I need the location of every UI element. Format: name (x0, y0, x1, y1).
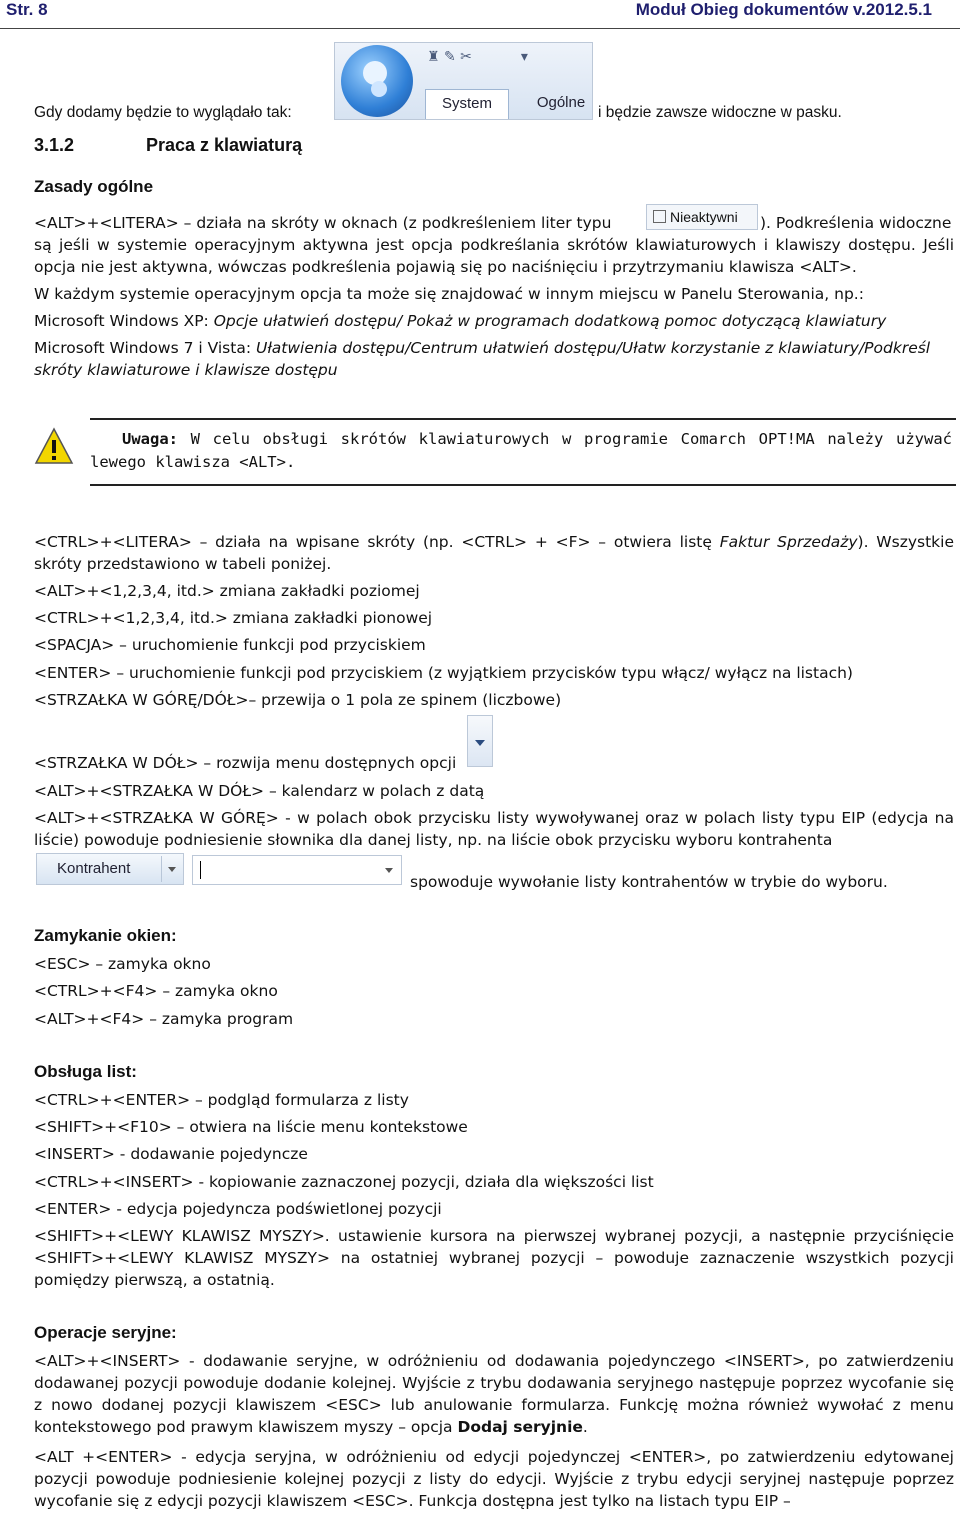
closing-item: <ALT>+<F4> – zamyka program (34, 1010, 294, 1028)
shortcut-line-2: <CTRL>+<1,2,3,4, itd.> zmiana zakładki pionowej (34, 609, 433, 627)
dropdown-arrow-icon (168, 867, 176, 872)
serial-heading: Operacje seryjne: (34, 1323, 177, 1342)
shortcut-line-8: <ALT>+<STRZAŁKA W GÓRĘ> - w polach obok przycisku listy wywoływanej oraz w polach listy typu EIP (edycja na liście) powoduje podniesienie słownika dla danej listy, np. na liście obok przycisku wyboru kontrahenta (34, 809, 954, 849)
ctrl-italic: Faktur Sprzedaży (719, 533, 858, 551)
header-divider (0, 28, 960, 29)
serial-p1-bold: Dodaj seryjnie (457, 1418, 583, 1436)
lists-heading: Obsługa list: (34, 1062, 137, 1081)
document-title: Moduł Obieg dokumentów v.2012.5.1 (635, 0, 932, 19)
note-label: Uwaga: (122, 430, 178, 448)
checkbox-label: Nieaktywni (670, 209, 738, 225)
note-body: W celu obsługi skrótów klawiaturowych w programie Comarch OPT!MA należy używać lewego klawisza <ALT>. (90, 430, 952, 471)
general-p2: W każdym systemie operacyjnym opcja ta może się znajdować w innym miejscu w Panelu Sterowania, np.: (34, 285, 864, 303)
ctrl-a: <CTRL>+<LITERA> – działa na wpisane skróty (np. <CTRL> + <F> – otwiera listę (34, 533, 720, 551)
section-title: Praca z klawiaturą (146, 135, 303, 155)
closing-heading: Zamykanie okien: (34, 926, 177, 945)
text-cursor (200, 861, 201, 879)
general-p1a: <ALT>+<LITERA> – działa na skróty w oknach (z podkreśleniem liter typu (34, 214, 612, 232)
lists-item: <SHIFT>+<F10> – otwiera na liście menu kontekstowe (34, 1118, 468, 1136)
tab-system[interactable]: System (425, 89, 509, 120)
app-logo-icon (341, 45, 413, 117)
note-text (90, 428, 952, 474)
shortcut-line-6: <STRZAŁKA W DÓŁ> – rozwija menu dostępnych opcji (34, 754, 457, 772)
warning-icon (34, 426, 74, 466)
xp-path (34, 310, 954, 332)
lists-item: <CTRL>+<ENTER> – podgląd formularza z listy (34, 1091, 409, 1109)
serial-p1-text: <ALT>+<INSERT> - dodawanie seryjne, w odróżnieniu od dodawania pojedynczego <INSERT>, po zatwierdzeniu dodawanej pozycji powoduje dodanie kolejnej. Wyjście z trybu dodawania seryjnego następuje poprzez wycofanie się z nowo dodanej pozycji klawiszem <ESC> lub anulowanie formularza. Funkcję można również wywołać z menu kontekstowego pod prawym klawiszem myszy – opcja (34, 1352, 954, 1436)
kontrahent-label: Kontrahent (57, 860, 131, 877)
serial-p1-end: . (582, 1418, 588, 1436)
intro-before: Gdy dodamy będzie to wyglądało tak: (34, 104, 292, 121)
shortcut-line-7: <ALT>+<STRZAŁKA W DÓŁ> – kalendarz w polach z datą (34, 782, 485, 800)
kontrahent-input[interactable] (192, 855, 402, 885)
page-number: Str. 8 (6, 0, 48, 19)
ctrl-b: ). Wszystkie skróty przedstawiono w tabeli poniżej. (34, 533, 954, 573)
dropdown-arrow-icon[interactable] (385, 868, 393, 873)
section-number: 3.1.2 (34, 135, 75, 155)
lists-item: <INSERT> - dodawanie pojedyncze (34, 1145, 308, 1163)
tab-ogolne[interactable]: Ogólne (536, 94, 586, 111)
w7-path-text: Ułatwienia dostępu/Centrum ułatwień dostępu/Ułatw korzystanie z klawiatury/Podkreśl skróty klawiaturowe i klawisze dostępu (34, 339, 931, 379)
shortcut-line-5: <STRZAŁKA W GÓRĘ/DÓŁ>– przewija o 1 pola ze spinem (liczbowe) (34, 691, 562, 709)
intro-after: i będzie zawsze widoczne w pasku. (598, 104, 842, 121)
shortcut-line-4: <ENTER> – uruchomienie funkcji pod przyciskiem (z wyjątkiem przycisków typu włącz/ wyłącz na listach) (34, 664, 853, 682)
lists-shift: <SHIFT>+<LEWY KLAWISZ MYSZY>. ustawienie kursora na pierwszej wybranej pozycji, a następnie przyciśnięcie <SHIFT>+<LEWY KLAWISZ MYSZY> na ostatniej wybranej pozycji – powoduje zaznaczenie wszystkich pozycji pomiędzy pierwszą, a ostatnią. (34, 1227, 954, 1289)
kontrahent-button[interactable] (36, 853, 184, 885)
general-heading: Zasady ogólne (34, 177, 154, 196)
serial-p2: <ALT +<ENTER> - edycja seryjna, w odróżnieniu od edycji pojedynczej <ENTER>, po zatwierdzeniu edytowanej pozycji powoduje podniesienie kolejnej pozycji z listy do edycji. Wyjście z trybu edycji seryjnej następuje poprzez wycofanie się z edycji pozycji klawiszem <ESC>. Funkcja dostępna jest tylko na listach typu EIP – (34, 1448, 954, 1510)
shortcut-line-8b: spowoduje wywołanie listy kontrahentów w trybie do wyboru. (410, 873, 888, 891)
closing-item: <CTRL>+<F4> – zamyka okno (34, 982, 278, 1000)
lists-item: <ENTER> - edycja pojedyncza podświetlonej pozycji (34, 1200, 442, 1218)
shortcut-line-1: <ALT>+<1,2,3,4, itd.> zmiana zakładki poziomej (34, 582, 420, 600)
xp-prefix: Microsoft Windows XP: (34, 312, 214, 330)
general-p1b: ). Podkreślenia widoczne (760, 214, 952, 232)
checkbox-icon[interactable] (653, 210, 666, 223)
ribbon-preview (334, 42, 593, 120)
general-p1c: są jeśli w systemie operacyjnym aktywna jest opcja podkreślania skrótów klawiaturowych i klawiszy dostępu. Jeśli opcja nie jest aktywna, wówczas podkreślenia pojawią się po naciśnięciu i przytrzymaniu klawisza <ALT>. (34, 236, 954, 276)
ctrl-shortcuts (34, 531, 954, 575)
ribbon-toolbar-icons: ♜ ✎ ✂ ▾ (427, 49, 528, 65)
w7-prefix: Microsoft Windows 7 i Vista: (34, 339, 256, 357)
shortcut-line-3: <SPACJA> – uruchomienie funkcji pod przyciskiem (34, 636, 426, 654)
lists-item: <CTRL>+<INSERT> - kopiowanie zaznaczonej pozycji, działa dla większości list (34, 1173, 654, 1191)
serial-p1 (34, 1350, 954, 1438)
closing-item: <ESC> – zamyka okno (34, 955, 211, 973)
w7-path (34, 337, 954, 381)
nieaktywni-checkbox[interactable] (646, 204, 758, 230)
xp-path-text: Opcje ułatwień dostępu/ Pokaż w programach dodatkową pomoc dotyczącą klawiatury (213, 312, 887, 330)
